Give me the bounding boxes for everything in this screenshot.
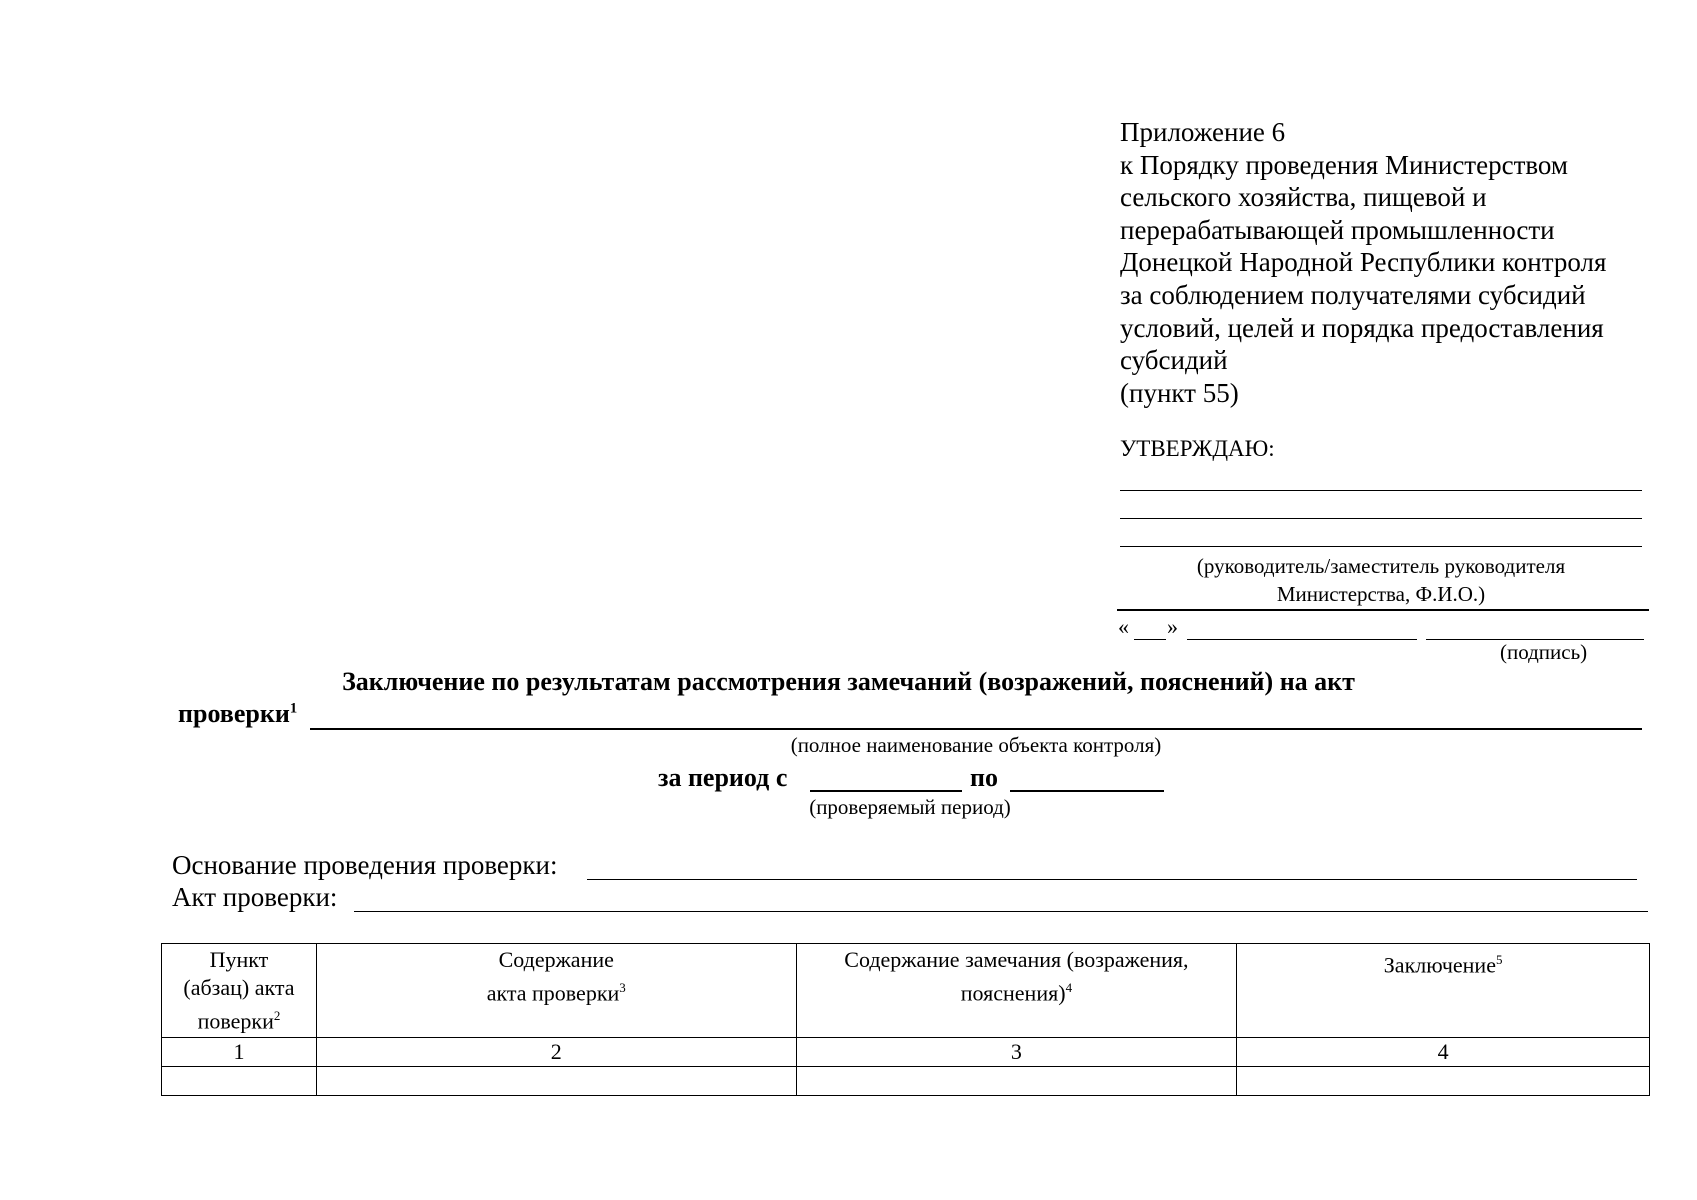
appendix-line: (пункт 55) [1120,377,1239,408]
approver-line-1[interactable] [1120,490,1642,491]
period-to-label: по [970,763,998,792]
header-text-part: акта проверки [486,980,620,1006]
column-number: 4 [1237,1038,1650,1067]
act-label: Акт проверки: [172,882,338,912]
approve-label: УТВЕРЖДАЮ: [1120,436,1275,461]
header-text: Содержание [498,947,614,972]
period-caption: (проверяемый период) [809,795,1011,819]
table-cell-act-content[interactable] [316,1067,796,1096]
header-text-part: поверки [197,1008,274,1034]
act-field[interactable] [354,911,1648,912]
approver-line-3[interactable] [1120,546,1642,547]
control-object-caption: (полное наименование объекта контроля) [790,733,1162,757]
approver-divider [1117,609,1649,611]
basis-label: Основание проведения проверки: [172,850,558,880]
header-text-part: пояснения) [960,980,1066,1006]
control-object-field[interactable] [310,728,1642,730]
signature-caption: (подпись) [1500,640,1588,664]
header-cell-act-content [316,944,796,1038]
table-cell-remark-content[interactable] [796,1067,1237,1096]
table-cell-clause[interactable] [162,1067,317,1096]
date-open-quote: « [1118,614,1129,639]
appendix-line: субсидий [1120,345,1228,376]
table-cell-conclusion[interactable] [1237,1067,1650,1096]
header-text [168,1002,310,1035]
table-number-row [162,1038,1650,1067]
document-title: Заключение по результатам рассмотрения замечаний (возражений, пояснений) на акт [342,667,1355,696]
approver-caption [1120,552,1642,608]
footnote-marker: 4 [1065,980,1073,995]
footnote-marker: 3 [619,980,626,995]
header-cell-remark-content [796,944,1237,1038]
header-cell-conclusion [1237,944,1650,1038]
approver-caption-line-2: Министерства, Ф.И.О.) [1276,582,1486,606]
column-number: 3 [796,1038,1237,1067]
header-text [1243,946,1643,979]
header-text: (абзац) акта [183,975,295,1000]
date-month-year-field[interactable] [1187,639,1417,640]
conclusion-table [161,943,1650,1096]
table-row [162,1067,1650,1096]
header-cell-clause [162,944,317,1038]
approver-caption-line-1: (руководитель/заместитель руководителя [1196,554,1566,578]
header-text-part: Заключение [1383,952,1496,978]
basis-field[interactable] [587,879,1637,880]
header-text [323,974,790,1007]
appendix-line: Донецкой Народной Республики контроля [1120,247,1607,278]
date-close-quote: » [1167,614,1178,639]
column-number: 1 [162,1038,317,1067]
period-to-field[interactable] [1010,790,1164,792]
footnote-marker: 2 [273,1008,281,1023]
header-text [803,974,1231,1007]
appendix-line: перерабатывающей промышленности [1120,214,1555,245]
table-header-row [162,944,1650,1038]
footnote-marker: 1 [289,700,298,717]
appendix-line: условий, целей и порядка предоставления [1120,312,1604,343]
period-from-label: за период с [658,763,788,792]
title-word-proverki: проверки [178,699,290,728]
approver-line-2[interactable] [1120,518,1642,519]
appendix-block [1120,116,1680,409]
header-text: Пункт [209,947,269,972]
appendix-line: к Порядку проведения Министерством [1120,149,1569,180]
appendix-line: сельского хозяйства, пищевой и [1120,182,1487,213]
period-from-field[interactable] [810,790,962,792]
footnote-marker: 5 [1495,952,1503,967]
appendix-line: Приложение 6 [1120,117,1286,147]
column-number: 2 [316,1038,796,1067]
header-text: Содержание замечания (возражения, [844,947,1189,972]
document-title-continuation [178,699,297,729]
date-day-field[interactable] [1134,639,1166,640]
appendix-line: за соблюдением получателями субсидий [1120,279,1586,310]
